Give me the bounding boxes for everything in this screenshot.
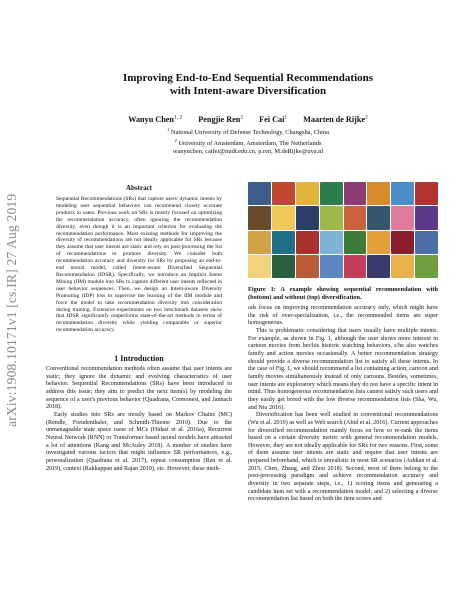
movie-poster-thumbnail (320, 255, 343, 278)
affiliation-2: $^2$ University of Amsterdam, Amsterdam, The Netherlands (174, 138, 322, 148)
movie-poster-thumbnail (367, 206, 390, 229)
title-line-1: Improving End-to-End Sequential Recommendations (122, 72, 374, 84)
movie-poster-thumbnail (391, 206, 414, 229)
introduction-body (46, 366, 232, 473)
movie-poster-thumbnail (344, 206, 367, 229)
figure-1-movie-posters (248, 182, 438, 278)
movie-poster-thumbnail (367, 231, 390, 254)
movie-poster-thumbnail (344, 182, 367, 205)
movie-poster-thumbnail (296, 182, 319, 205)
author-emails: wanyuchen, caifei@nudt.edu.cn, p.ren, M.deRijke@uva.nl (172, 148, 324, 156)
movie-poster-thumbnail (272, 182, 295, 205)
movie-poster-thumbnail (415, 206, 438, 229)
paragraph: This is problematic considering that users usually have multiple intents. For example, as shown in Fig. 1, although the user shows more interest in cartoon movies from her/his historic watching behaviors, s/he also watches family and action movies occasionally. A better recommendation strategy should provide a diverse recommendation list to satisfy all these intents. In the case of Fig. 1, we should recommend a list containing action, cartoon and family movies simultaneously instead of only cartoons. Besides, sometimes, user intents are exploratory which means they do not have a specific intent in mind. Thus homogeneous recommendation lists cannot satisfy such users and they easily get bored with the low diverse recommendation lists (Sha, Wu, and Niu 2016). (248, 327, 438, 411)
author-list (48, 114, 448, 124)
movie-poster-thumbnail (296, 255, 319, 278)
section-heading-introduction: 1 Introduction (114, 354, 164, 363)
movie-poster-thumbnail (344, 231, 367, 254)
movie-poster-thumbnail (248, 182, 271, 205)
movie-poster-thumbnail (296, 231, 319, 254)
author: Wanyu Chen$^{1, 2}$ (128, 114, 183, 124)
movie-poster-thumbnail (391, 182, 414, 205)
paper-title (48, 72, 448, 98)
arxiv-stamp: arXiv:1908.10171v1 [cs.IR] 27 Aug 2019 (4, 193, 19, 427)
affiliations (48, 126, 448, 156)
movie-poster-thumbnail (320, 231, 343, 254)
movie-poster-thumbnail (415, 231, 438, 254)
author: Maarten de Rijke$^2$ (303, 114, 368, 124)
movie-poster-thumbnail (320, 182, 343, 205)
paragraph: Early studies into SRs are mostly based on Markov Chains (MC) (Rendle, Freudenthaler, and Schmidt-Thieme 2010). Due to the unmanageable state space issue of MCs (Hidasi et al. 2016a), Recurrent Neural Network (RNN) or Transformer based neural models have attracted a lot of attentions (Kang and McAuley 2018). A number of studies have investigated various factors that might influence SR performances, e.g., personalization (Quadrana et al. 2017), repeat consumption (Ren et al. 2019), context (Rakkappan and Rajan 2019), etc. However, these meth- (46, 411, 232, 472)
movie-poster-thumbnail (272, 255, 295, 278)
author: Fei Cai$^1$ (259, 114, 288, 124)
movie-poster-thumbnail (272, 231, 295, 254)
figure-1-caption: Figure 1: A example showing sequential recommendation with (bottom) and without (top) diversification. (248, 286, 438, 301)
movie-poster-thumbnail (296, 206, 319, 229)
paragraph: Conventional recommendation methods often assume that user intents are static; they ignore the dynamic and evolving characteristics of user behavior. Sequential Recommendations (SRs) have been introduced to address this issue; they aim to predict the next item(s) by modeling the sequence of a user's previous behavior (Quadrana, Cremonesi, and Jannach 2018). (46, 366, 232, 411)
movie-poster-thumbnail (391, 255, 414, 278)
abstract-heading: Abstract (125, 184, 153, 192)
paragraph: Diversification has been well studied in conventional recommendations (Wu et al. 2019) as well as Web search (Abid et al. 2016). Current approaches for diversified recommendation mainly focus on how to re-rank the items based on a certain diversity metric with general recommendation models. However, they are not ideally applicable for SRs for two reasons. First, some of them assume user intents are static and require that user intents are prepared beforehand, which is unrealistic in most SR scenarios (Ashkan et al. 2015; Chen, Zhang, and Zhou 2018). Second, most of them belong to the post-processing paradigm and achieve recommendation accuracy and diversity in two separate steps, i.e., 1) scoring items and generating a candidate item set with a recommendation model; and 2) selecting a diverse recommendation list based on both the item scores and (248, 412, 438, 503)
affiliation-1: $^1$ National University of Defense Technology, Changsha, China (167, 127, 329, 137)
abstract-text: Sequential Recommendations (SRs) that capture users' dynamic intents by modeling user sequential behaviors can recommend closely accurate products to users. Previous work on SRs is mostly focused on optimizing the recommendation accuracy, often ignoring the recommendation diversity, even though it is an important criterion for evaluating the recommendation performance. Most existing methods for improving the diversity of recommendations are not ideally applicable for SRs because they assume that user intents are static and rely on post-processing the list of recommendations to promote diversity. We consider both recommendation accuracy and diversity for SRs by proposing an end-to-end neural model, called Intent-aware Diversified Sequential Recommendation (IDSR). Specifically, we introduce an Implicit Intent Mining (IIM) module into SRs to capture different user intents reflected in user behavior sequences. Then, we design an Intent-aware Diversity Promoting (IDP) loss to supervise the learning of the IIM module and force the model to take recommendation diversity into consideration during training. Extensive experiments on two benchmark datasets show that IDSR significantly outperforms state-of-the-art methods in terms of recommendation diversity while yielding comparable or superior recommendation accuracy. (56, 196, 222, 334)
right-column-body (248, 305, 438, 504)
movie-poster-thumbnail (415, 255, 438, 278)
movie-poster-thumbnail (367, 255, 390, 278)
movie-poster-thumbnail (367, 182, 390, 205)
movie-poster-thumbnail (272, 206, 295, 229)
movie-poster-thumbnail (248, 255, 271, 278)
movie-poster-thumbnail (248, 206, 271, 229)
movie-poster-thumbnail (344, 255, 367, 278)
movie-poster-thumbnail (415, 182, 438, 205)
author: Pengjie Ren$^2$ (198, 114, 244, 124)
movie-poster-thumbnail (248, 231, 271, 254)
paragraph: ods focus on improving recommendation accuracy only, which might have the risk of over-specialization, i.e., the recommended items are super homogeneous. (248, 305, 438, 327)
movie-poster-thumbnail (320, 206, 343, 229)
title-line-2: with Intent-aware Diversification (169, 85, 327, 97)
movie-poster-thumbnail (391, 231, 414, 254)
